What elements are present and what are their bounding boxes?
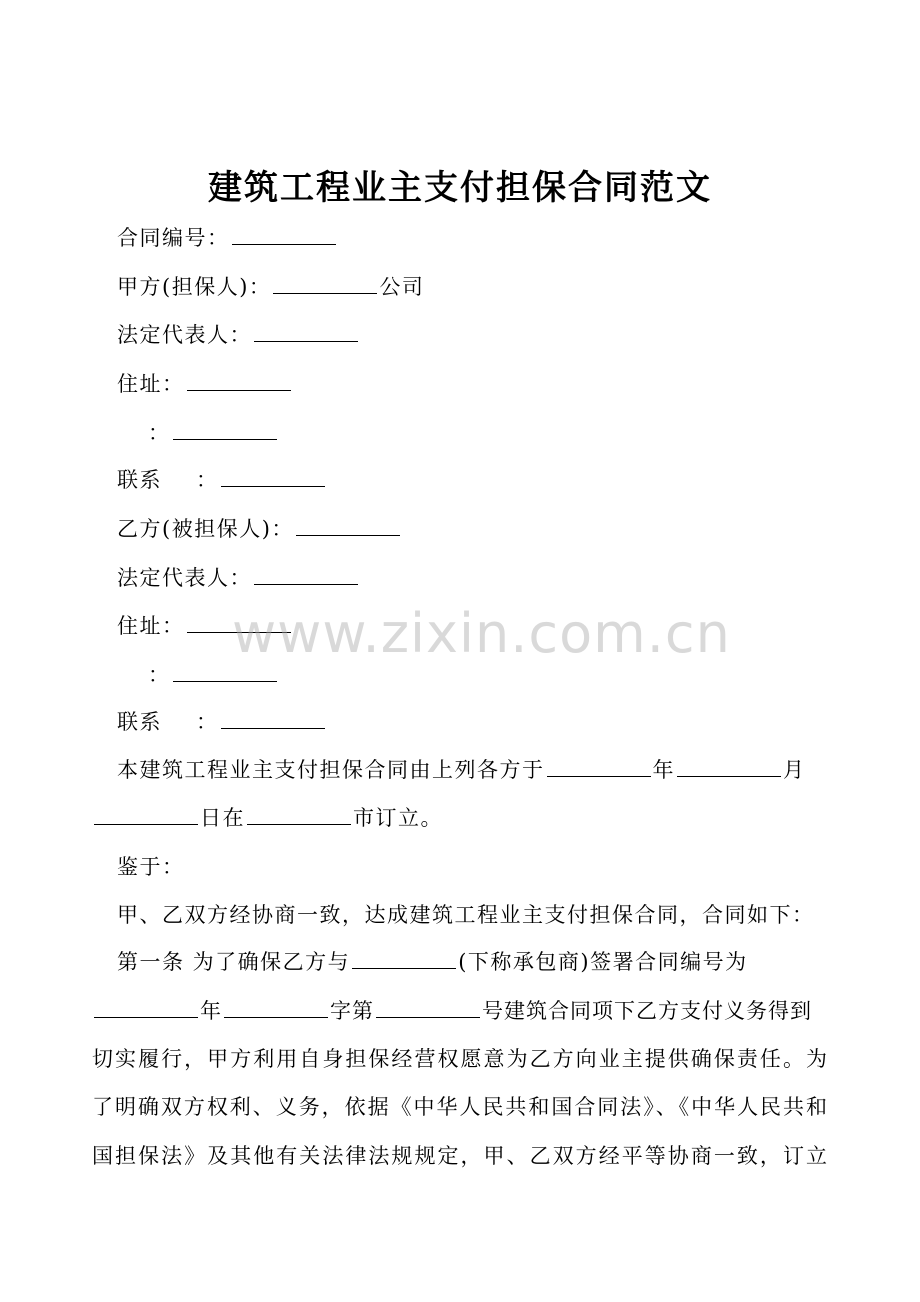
contact-blank: [221, 710, 325, 729]
address-label: 住址：: [117, 372, 185, 396]
field-blank: [173, 663, 277, 682]
contract-no-label: 合同编号：: [117, 226, 230, 250]
contract-year-blank: [94, 999, 198, 1018]
article-1-text-1: 第一条 为了确保乙方与: [117, 950, 351, 974]
field-blank: [173, 421, 277, 440]
address-blank: [187, 372, 291, 391]
document-title: 建筑工程业主支付担保合同范文: [208, 168, 712, 208]
contact-colon: ：: [196, 710, 219, 734]
legal-rep-label: 法定代表人：: [117, 566, 252, 590]
colon-label: ：: [148, 663, 171, 687]
year-blank: [547, 758, 651, 777]
day-blank: [94, 806, 198, 825]
party-a-blank: [273, 275, 377, 294]
address-label: 住址：: [117, 614, 185, 638]
intro-line-2: [92, 802, 443, 832]
contract-char-blank: [224, 999, 328, 1018]
contractor-blank: [352, 950, 456, 969]
party-b-contact-line: [117, 706, 327, 736]
city-blank: [247, 806, 351, 825]
article-1-text-3: 号建筑合同项下乙方支付义务得到: [482, 999, 812, 1023]
party-a-label: 甲方(担保人)：: [117, 275, 272, 299]
party-b-label: 乙方(被担保人)：: [117, 517, 294, 541]
month-blank: [677, 758, 781, 777]
legal-rep-blank: [254, 323, 358, 342]
whereas-line: [117, 851, 185, 881]
address-blank: [187, 614, 291, 633]
intro-line-1: [117, 754, 806, 784]
contract-no-blank: [232, 226, 336, 245]
party-a-blank-field-line: [148, 417, 279, 447]
colon-label: ：: [148, 421, 171, 445]
day-in-label: 日在: [200, 806, 245, 830]
whereas-label: 鉴于：: [117, 855, 185, 879]
party-b-blank-field-line: [148, 659, 279, 689]
contact-label: 联系: [117, 710, 162, 734]
contact-label: 联系: [117, 468, 162, 492]
party-b-legal-rep-line: [117, 562, 360, 592]
intro-text: 本建筑工程业主支付担保合同由上列各方于: [117, 758, 545, 782]
city-signed-label: 市订立。: [353, 806, 443, 830]
watermark: www.zixin.com.cn: [232, 602, 731, 665]
contract-no-line: [117, 222, 338, 252]
year-label: 年: [200, 999, 222, 1023]
article-1-line-4: 了明确双方权利、义务，依据《中华人民共和国合同法》、《中华人民共和: [92, 1095, 828, 1119]
party-a-suffix: 公司: [379, 275, 425, 299]
legal-rep-blank: [254, 566, 358, 585]
contact-blank: [221, 468, 325, 487]
consensus-line: [117, 899, 815, 929]
party-a-legal-rep-line: [117, 319, 360, 349]
article-1-line-3: 切实履行，甲方利用自身担保经营权愿意为乙方向业主提供确保责任。为: [92, 1047, 828, 1071]
article-1-line-1: [117, 946, 748, 976]
party-b-address-line: [117, 610, 293, 640]
party-a-contact-line: [117, 464, 327, 494]
char-label: 字第: [330, 999, 374, 1023]
party-a-line: [117, 271, 424, 301]
article-1-text-2: (下称承包商)签署合同编号为: [458, 950, 748, 974]
contract-no-blank: [376, 999, 480, 1018]
article-1-line-5: 国担保法》及其他有关法律法规规定，甲、乙双方经平等协商一致，订立: [92, 1144, 828, 1168]
legal-rep-label: 法定代表人：: [117, 323, 252, 347]
party-b-blank: [296, 517, 400, 536]
party-b-line: [117, 513, 402, 543]
month-label: 月: [783, 758, 806, 782]
year-label: 年: [652, 758, 675, 782]
party-a-address-line: [117, 368, 293, 398]
consensus-text: 甲、乙双方经协商一致，达成建筑工程业主支付担保合同，合同如下：: [117, 903, 815, 927]
contact-colon: ：: [196, 468, 219, 492]
article-1-line-2: [92, 995, 812, 1025]
